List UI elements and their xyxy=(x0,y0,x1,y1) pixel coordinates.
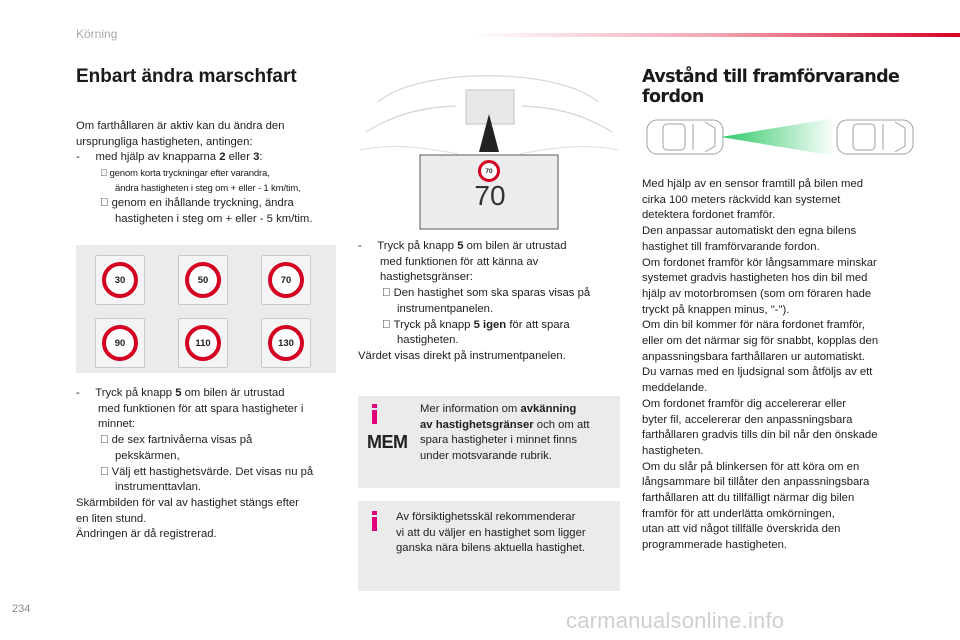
middle-button5-block xyxy=(358,239,622,365)
body-line: hastighet till framförvarande fordon. xyxy=(642,240,820,253)
left-intro-block xyxy=(76,119,346,228)
sub-bullet-cont: instrumentpanelen. xyxy=(397,302,494,315)
info-box-caution-text xyxy=(396,510,616,557)
page-number: 234 xyxy=(12,603,31,615)
body-line: Om din bil kommer för nära fordonet framför, xyxy=(642,319,865,332)
info-line: Mer information om avkänning xyxy=(420,403,577,415)
sub-bullet-cont: pekskärmen, xyxy=(115,449,180,462)
body-line: cirka 100 meters räckvidd kan systemet xyxy=(642,193,841,206)
bullet-cont: minnet: xyxy=(98,418,136,431)
sub-bullet-short-press-cont: ändra hastigheten i steg om + eller - 1 km/tim, xyxy=(115,183,301,195)
body-line: Om fordonet framför dig accelererar eller xyxy=(642,397,847,410)
sub-bullet-cont: instrumenttavlan. xyxy=(115,481,202,494)
sub-bullet-long-press: genom en ihållande tryckning, ändra xyxy=(100,197,283,210)
bullet-button-5-limits: - Tryck på knapp 5 om bilen är utrustad xyxy=(358,240,567,252)
closing-text: Skärmbilden för val av hastighet stängs efter xyxy=(76,496,299,509)
info-box-mem xyxy=(358,396,620,488)
sub-bullet-cont: hastigheten. xyxy=(397,334,459,347)
body-line: Om fordonet framför kör långsammare minskar xyxy=(642,256,877,269)
info-icon xyxy=(372,410,377,424)
right-section-title: Avstånd till framförvarande fordon xyxy=(642,67,900,107)
speed-selection-panel xyxy=(76,245,336,373)
speed-sign-110[interactable]: 110 xyxy=(178,318,228,368)
left-button5-block xyxy=(76,386,346,543)
body-line: Den anpassar automatiskt den egna bilens xyxy=(642,225,857,238)
body-line: byter fil, accelererar den anpassningsbara xyxy=(642,413,853,426)
info-icon-dot xyxy=(372,404,377,408)
body-line: eller om det närmar sig för snabbt, kopplas den xyxy=(642,335,879,348)
instrument-cluster-illustration xyxy=(358,62,620,234)
sub-bullet-shown: Den hastighet som ska sparas visas på xyxy=(382,287,579,300)
body-line: Med hjälp av en sensor framtill på bilen med xyxy=(642,178,864,190)
cars-sensor-drawing xyxy=(645,112,915,162)
cluster-speed-sign: 70 xyxy=(478,160,500,182)
body-line: långsammare bil tillåter den anpassningsbara xyxy=(642,476,870,489)
section-label: Körning xyxy=(76,27,118,41)
sub-bullet-short-press: genom korta tryckningar efter varandra, xyxy=(100,168,261,180)
body-line: hjälp av motorbromsen (som om föraren hade xyxy=(642,287,872,300)
body-line: anpassningsbara farthållaren ur automatiskt. xyxy=(642,350,865,363)
body-line: systemet gradvis hastigheten hos din bil med xyxy=(642,272,868,285)
info-line: under motsvarande rubrik. xyxy=(420,449,552,462)
info-line: av hastighetsgränser och om att xyxy=(420,418,590,431)
mem-icon: MEM xyxy=(367,432,408,452)
sub-bullet-long-press-cont: hastigheten i steg om + eller - 5 km/tim. xyxy=(115,212,313,225)
body-line: hastigheten. xyxy=(642,444,704,457)
body-line: utan att vid något tillfälle överskrida den xyxy=(642,523,841,536)
speed-sign-30[interactable]: 30 xyxy=(95,255,145,305)
info-box-mem-text xyxy=(420,402,616,464)
sub-bullet-six-levels: de sex fartnivåerna visas på xyxy=(100,434,241,447)
speed-sign-130[interactable]: 130 xyxy=(261,318,311,368)
bullet-buttons-2-3: - med hjälp av knapparna 2 eller 3: xyxy=(76,151,263,164)
speed-sign-50[interactable]: 50 xyxy=(178,255,228,305)
speed-sign-90[interactable]: 90 xyxy=(95,318,145,368)
closing-text: en liten stund. xyxy=(76,512,147,525)
info-icon xyxy=(372,517,377,531)
right-body-text xyxy=(642,177,922,554)
bullet-cont: med funktionen för att spara hastigheter i xyxy=(98,402,304,415)
info-icon-dot xyxy=(372,511,377,515)
closing-text: Ändringen är då registrerad. xyxy=(76,528,217,541)
intro-line: Om farthållaren är aktiv kan du ändra den xyxy=(76,120,285,132)
body-line: Om du slår på blinkersen för att köra om en xyxy=(642,460,860,473)
body-line: farthållaren att du tillfälligt närmar dig bilen xyxy=(642,492,855,505)
watermark: carmanualsonline.info xyxy=(566,608,785,633)
sub-bullet-choose-value: Välj ett hastighetsvärde. Det visas nu på xyxy=(100,465,302,478)
distance-illustration xyxy=(645,112,915,162)
info-box-caution xyxy=(358,501,620,591)
info-line: vi att du väljer en hastighet som ligger xyxy=(396,526,586,539)
body-line: tryckt på knappen minus, "-"). xyxy=(642,303,790,316)
speed-sign-70[interactable]: 70 xyxy=(261,255,311,305)
body-line: meddelande. xyxy=(642,382,708,395)
bullet-cont: hastighetsgränser: xyxy=(380,271,473,284)
body-line: farthållaren gradvis tills din bil når den önskade xyxy=(642,429,878,442)
bullet-button-5: - Tryck på knapp 5 om bilen är utrustad xyxy=(76,387,285,399)
body-line: Du varnas med en ljudsignal som åtföljs av ett xyxy=(642,366,873,379)
intro-line: ursprungliga hastigheten, antingen: xyxy=(76,135,253,148)
header-rule xyxy=(470,33,960,37)
left-section-title: Enbart ändra marschfart xyxy=(76,66,297,87)
info-line: ganska nära bilens aktuella hastighet. xyxy=(396,542,586,554)
cluster-speed-value: 70 xyxy=(474,180,506,211)
body-line: detektera fordonet framför. xyxy=(642,209,776,222)
sub-bullet-press-again: Tryck på knapp 5 igen för att spara xyxy=(382,318,559,331)
info-line: Av försiktighetsskäl rekommenderar xyxy=(396,511,576,523)
body-line: programmerade hastigheten. xyxy=(642,539,788,552)
info-line: spara hastigheter i minnet finns xyxy=(420,434,577,446)
bullet-cont: med funktionen för att känna av xyxy=(380,255,539,268)
value-shown-text: Värdet visas direkt på instrumentpanelen. xyxy=(358,349,566,362)
body-line: framför för att underlätta omkörningen, xyxy=(642,507,835,520)
